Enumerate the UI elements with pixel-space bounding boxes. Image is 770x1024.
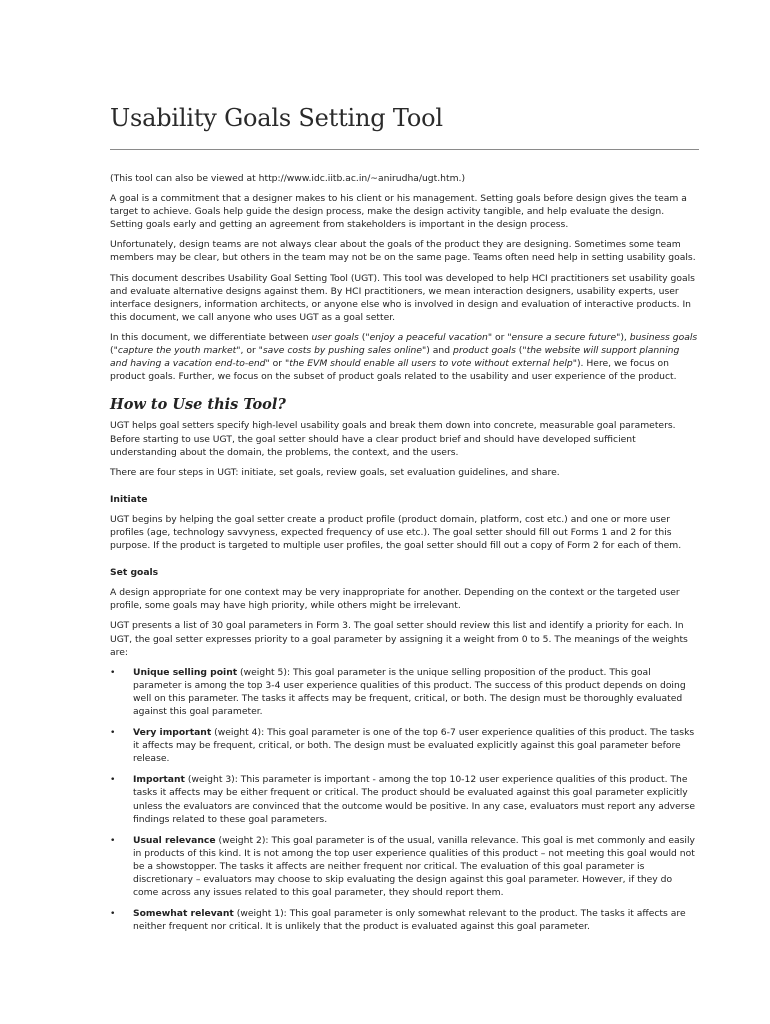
intro-paragraph-4: In this document, we differentiate between user goals ("enjoy a peaceful vacation" or "ensure a secure future"), business goals ("capture the youth market", or "save costs by pushing sales online") and product goals ("the website will support planning and having a vacation end-to-end" or "the EVM should enable all users to vote without external help"). Here, we focus on product goals. Further, we focus on the subset of product goals related to the usability and user experience of the product.: [110, 331, 698, 383]
list-item: • Somewhat relevant (weight 1): This goal parameter is only somewhat relevant to the product. The tasks it affects are neither frequent nor critical. It is unlikely that the product is evaluated against this goal parameter.: [110, 908, 686, 933]
list-item: • Important (weight 3): This parameter is important - among the top 10-12 user experience qualities of this product. The tasks it affects may be either frequent or critical. The product should be evaluated against this goal parameter explicitly unless the evaluators are convinced that the outcome would be positive. In any case, evaluators must report any adverse findings related to these goal parameters.: [110, 774, 695, 825]
page-title: Usability Goals Setting Tool: [110, 104, 443, 132]
list-item: • Usual relevance (weight 2): This goal parameter is of the usual, vanilla relevance. This goal is met commonly and easily in products of this kind. It is not among the top user experience qualities of this product – not meeting this goal would not be a showstopper. The tasks it affects are neither frequent nor critical. The evaluation of this goal parameter is discretionary – evaluators may choose to skip evaluating the design against this goal parameter. However, if they do come across any issues related to this goal parameter, they should report them.: [110, 834, 695, 899]
bullet-icon: •: [110, 774, 116, 786]
how-to-paragraph-2: There are four steps in UGT: initiate, set goals, review goals, set evaluation guidelines, and share.: [110, 466, 560, 478]
bullet-icon: •: [110, 727, 116, 739]
set-goals-paragraph-1: A design appropriate for one context may be very inappropriate for another. Depending on the context or the targeted user profile, some goals may have high priority, while others might be irrelevant.: [110, 587, 680, 612]
intro-paragraph-2: Unfortunately, design teams are not always clear about the goals of the product they are designing. Sometimes some team members may be clear, but others in the team may not be on the same page. Teams often need help in setting usability goals.: [110, 239, 696, 264]
initiate-paragraph: UGT begins by helping the goal setter create a product profile (product domain, platform, cost etc.) and one or more user profiles (age, technology savvyness, expected frequency of use etc.). The goal setter should fill out Forms 1 and 2 for this purpose. If the product is targeted to multiple user profiles, the goal setter should fill out a copy of Form 2 for each of them.: [110, 513, 682, 552]
title-divider: [110, 149, 699, 150]
weights-list: [110, 666, 699, 934]
intro-paragraph-3: This document describes Usability Goal Setting Tool (UGT). This tool was developed to help HCI practitioners set usability goals and evaluate alternative designs against them. By HCI practitioners, we mean interaction designers, usability experts, user interface designers, information architects, or anyone else who is involved in design and evaluation of interactive products. In this document, we call anyone who uses UGT as a goal setter.: [110, 272, 695, 323]
list-item: • Very important (weight 4): This goal parameter is one of the top 6-7 user experience qualities of this product. The tasks it affects may be frequent, critical, or both. The design must be evaluated explicitly against this goal parameter before release.: [110, 727, 695, 765]
subheading-initiate: Initiate: [110, 493, 148, 505]
section-heading-how-to-use: How to Use this Tool?: [110, 396, 286, 414]
set-goals-paragraph-2: UGT presents a list of 30 goal parameters in Form 3. The goal setter should review this list and identify a priority for each. In UGT, the goal setter expresses priority to a goal parameter by assigning it a weight from 0 to 5. The meanings of the weights are:: [110, 620, 688, 658]
subheading-set-goals: Set goals: [110, 567, 159, 579]
bullet-icon: •: [110, 908, 116, 920]
bullet-icon: •: [110, 834, 116, 846]
document-body: [110, 172, 699, 941]
how-to-paragraph-1: UGT helps goal setters specify high-level usability goals and break them down into concrete, measurable goal parameters. Before starting to use UGT, the goal setter should have a clear product brief and should have developed sufficient understanding about the domain, the problems, the context, and the users.: [110, 420, 676, 458]
tool-url-note: (This tool can also be viewed at http://www.idc.iitb.ac.in/~anirudha/ugt.htm.): [110, 173, 466, 184]
bullet-icon: •: [110, 666, 116, 678]
list-item: • Unique selling point (weight 5): This goal parameter is the unique selling proposition of the product. This goal parameter is among the top 3-4 user experience qualities of this product. The success of this product depends on doing well on this parameter. The tasks it affects may be frequent, critical, or both. The design must be thoroughly evaluated against this goal parameter.: [110, 666, 686, 717]
intro-paragraph-1: A goal is a commitment that a designer makes to his client or his management. Setting goals before design gives the team a target to achieve. Goals help guide the design process, make the design activity tangible, and help evaluate the design. Setting goals early and getting an agreement from stakeholders is important in the design process.: [110, 193, 687, 231]
